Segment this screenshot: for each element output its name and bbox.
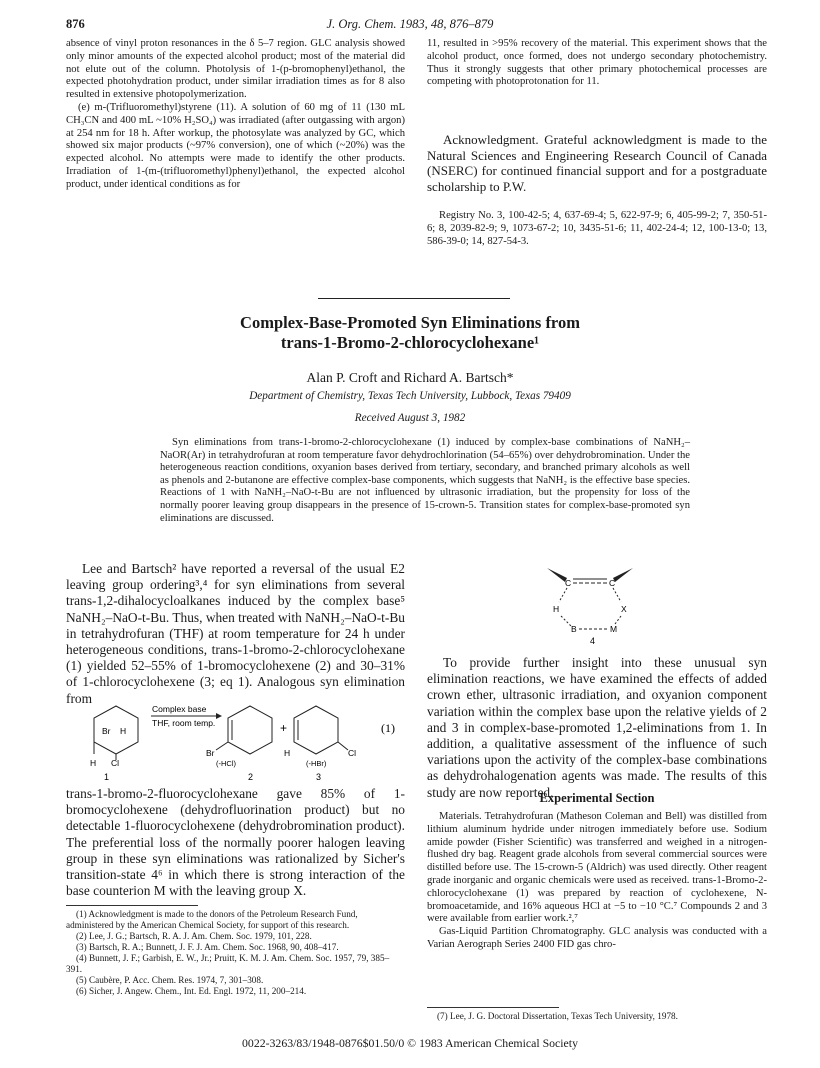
label-minus-hbr: (-HBr) (306, 759, 327, 768)
paragraph: Lee and Bartsch² have reported a reversal of the usual E2 leaving group ordering³,⁴ for syn eliminations from several trans-1,2-dihalocycloalkanes induced by the complex base⁵ NaNH₂–NaO-t-Bu. Thus, when treated with NaNH₂–NaO-t-Bu in tetrahydrofuran (THF) at room temperature for 24 h under heterogeneous conditions, trans-1-bromo-2-chlorocyclohexane (1) yielded 52–55% of 1-bromocyclohexene (2) and 30–31% of 1-chlorocyclohexene (3; eq 1). Analogous syn elimination from (66, 561, 405, 706)
bond-h-b (561, 616, 571, 626)
materials-paragraph: Materials. Tetrahydrofuran (Matheson Coleman and Bell) was distilled from lithium aluminum hydride under nitrogen immediately before use. Sodium amide powder (Fisher Scientific) was transferred and weighed in a nitrogen-flushed dry bag. Reagent grade alcohols from several commercial sources were distilled before use. The 15-crown-5 (Aldrich) was used directly. Other reagent grade inorganic and organic chemicals were used as received. trans-1-Bromo-2-chlorocyclohexane (1) was prepared by reaction of cyclohexene, N-bromoacetamide, and 16% aqueous HCl at −5 to −10 °C.⁷ Compounds 2 and 3 were available from earlier work.²,⁷ (427, 811, 767, 925)
footnote: (2) Lee, J. G.; Bartsch, R. A. J. Am. Chem. Soc. 1979, 101, 228. (76, 931, 312, 941)
label-h-bottom: H (90, 758, 97, 768)
footnote: (6) Sicher, J. Angew. Chem., Int. Ed. Engl. 1972, 11, 200–214. (76, 986, 307, 996)
article-divider (318, 298, 510, 299)
experimental-section (427, 811, 767, 952)
abstract (160, 437, 690, 525)
arrow-head (216, 713, 222, 719)
bond-c-x (613, 588, 621, 602)
title-line-1: Complex-Base-Promoted Syn Eliminations from (240, 313, 580, 332)
paragraph: absence of vinyl proton resonances in the δ 5–7 region. GLC analysis showed only minor amounts of the expected alcohol product; most of the material did not elute out of the column. Photolysis of 1-(p-bromophenyl)ethanol, the expected photohydration product, under similar irradiation times as for 8 also resulted in extensive photopolymerization. (66, 38, 405, 101)
label-b: B (571, 624, 577, 634)
section-heading: Experimental Section (539, 791, 655, 805)
footnote-7 (427, 1011, 767, 1022)
intro-paragraph-3 (427, 655, 767, 801)
footnote-rule (427, 1007, 559, 1008)
journal-header: J. Org. Chem. 1983, 48, 876–879 (326, 17, 494, 31)
intro-paragraph-1 (66, 561, 405, 707)
footnotes (66, 909, 405, 997)
title-line-2: trans-1-Bromo-2-chlorocyclohexane¹ (280, 333, 540, 352)
acknowledgment (427, 132, 767, 194)
reagent-bottom: THF, room temp. (152, 718, 216, 728)
label-x: X (621, 604, 627, 614)
label-h: H (284, 748, 291, 758)
compound-3-structure (294, 706, 348, 754)
previous-article-right (427, 38, 767, 89)
compound-1-structure (94, 706, 138, 760)
affiliation: Department of Chemistry, Texas Tech University, Lubbock, Texas 79409 (249, 390, 571, 402)
label-m: M (610, 624, 618, 634)
registry-numbers (427, 210, 767, 248)
paragraph: trans-1-bromo-2-fluorocyclohexane gave 85% of 1-bromocyclohexene (dehydrofluorination product) but no detectable 1-fluorocyclohexene (dehydrobromination product). The preferential loss of the normally poorer halogen leaving group in these syn eliminations was rationalized by Sicher's transition-state 4⁶ in which there is strong interaction of the base counterion M with the leaving group X. (66, 786, 405, 899)
received-date: Received August 3, 1982 (354, 412, 466, 424)
compound-label-3: 3 (316, 772, 322, 780)
page-number: 876 (66, 17, 85, 31)
footnote-rule (66, 905, 198, 906)
label-cl: Cl (348, 748, 357, 758)
footnote: (4) Bunnett, J. F.; Garbish, E. W., Jr.; Pruitt, K. M. J. Am. Chem. Soc. 1957, 79, 385–391. (66, 953, 390, 974)
compound-label-2: 2 (248, 772, 254, 780)
footnote: (5) Caubère, P. Acc. Chem. Res. 1974, 7, 301–308. (76, 975, 264, 985)
structure-4 (535, 560, 645, 646)
glc-paragraph: Gas-Liquid Partition Chromatography. GLC analysis was conducted with a Varian Aerograph Series 2400 FID gas chro- (427, 926, 767, 950)
abstract-text: Syn eliminations from trans-1-bromo-2-chlorocyclohexane (1) induced by complex-base combinations of NaNH₂–NaOR(Ar) in tetrahydrofuran at room temperature favor dehydrochlorination (54–65%) over dehydrobromination. Under the heterogeneous reaction conditions, oxyanion bases derived from tertiary, secondary, and branched primary alcohols as well as phenols and 2-butanone are effective complex-base components, which suggests that NaNH₂ is the effective base species. Reactions of 1 with NaNH₂–NaO-t-Bu are not influenced by ultrasonic irradiation, but the propensity for loss of the normally poorer leaving group disappears in the presence of 15-crown-5. Transition states for complex-base-promoted syn eliminations are discussed. (160, 437, 690, 524)
compound-2-structure (216, 706, 272, 754)
page-footer: 0022-3263/83/1948-0876$01.50/0 © 1983 American Chemical Society (242, 1036, 578, 1050)
equation-1 (66, 700, 405, 780)
bond-c-h (559, 588, 567, 602)
previous-article-left (66, 38, 405, 192)
bond-x-m (615, 616, 621, 624)
authors: Alan P. Croft and Richard A. Bartsch* (306, 370, 514, 385)
label-br: Br (102, 726, 111, 736)
acknowledgment-text: Acknowledgment. Grateful acknowledgment is made to the Natural Sciences and Engineering Research Council of Canada (NSERC) for continued financial support and for a postgraduate scholarship to P.W. (427, 132, 767, 194)
wedge-left (547, 568, 567, 582)
label-c: C (565, 578, 572, 588)
registry-text: Registry No. 3, 100-42-5; 4, 637-69-4; 5, 622-97-9; 6, 405-99-2; 7, 350-51-6; 8, 2039-82-9; 9, 1073-67-2; 10, 3435-51-6; 11, 402-24-4; 12, 100-13-0; 13, 586-39-0; 14, 827-54-3. (427, 210, 767, 247)
label-h: H (553, 604, 560, 614)
structure-label-4: 4 (590, 636, 596, 646)
footnote: (1) Acknowledgment is made to the donors of the Petroleum Research Fund, administered by the American Chemical Society, for support of this research. (66, 909, 358, 930)
footnote: (3) Bartsch, R. A.; Bunnett, J. F. J. Am. Chem. Soc. 1968, 90, 408–417. (76, 942, 339, 952)
compound-label-1: 1 (104, 772, 110, 780)
reagent-top: Complex base (152, 704, 207, 714)
label-br: Br (206, 748, 215, 758)
label-cl: Cl (111, 758, 120, 768)
label-minus-hcl: (-HCl) (216, 759, 236, 768)
paragraph: To provide further insight into these unusual syn elimination reactions, we have examined the effects of added crown ether, ultrasonic irradiation, and oxyanion component variation within the complex base upon the relative yields of 2 and 3 in complex-base-promoted 1,2-eliminations from 1. In addition, a qualitative assessment of the influence of such variations upon the activity of the complex-base combinations as dehydrohalogenation agents was made. The results of this study are now reported. (427, 655, 767, 800)
paragraph: 11, resulted in >95% recovery of the material. This experiment shows that the alcohol product, once formed, does not undergo secondary photochemistry. Thus it strongly suggests that other primary photochemical processes are competing with photoprotonation for 11. (427, 38, 767, 88)
label-h: H (120, 726, 127, 736)
paragraph: (e) m-(Trifluoromethyl)styrene (11). A solution of 60 mg of 11 (130 mL CH₃CN and 400 mL ~10% H₂SO₄) was irradiated (after outgassing with argon) at 254 nm for 18 h. After workup, the photosylate was analyzed by GC, which showed six major products (~97% conversion), one of which (~20%) was the expected alcohol. No attempts were made to identify the other products. Irradiation of 1-(m-(trifluoromethyl)phenyl)ethanol, the expected alcohol product, under identical conditions as for (66, 101, 405, 190)
footnote: (7) Lee, J. G. Doctoral Dissertation, Texas Tech University, 1978. (437, 1011, 678, 1021)
wedge-right (613, 568, 633, 582)
label-c: C (609, 578, 616, 588)
intro-paragraph-2 (66, 786, 405, 899)
equation-number: (1) (381, 721, 395, 735)
plus-sign: + (280, 721, 288, 735)
article-title (0, 313, 820, 353)
